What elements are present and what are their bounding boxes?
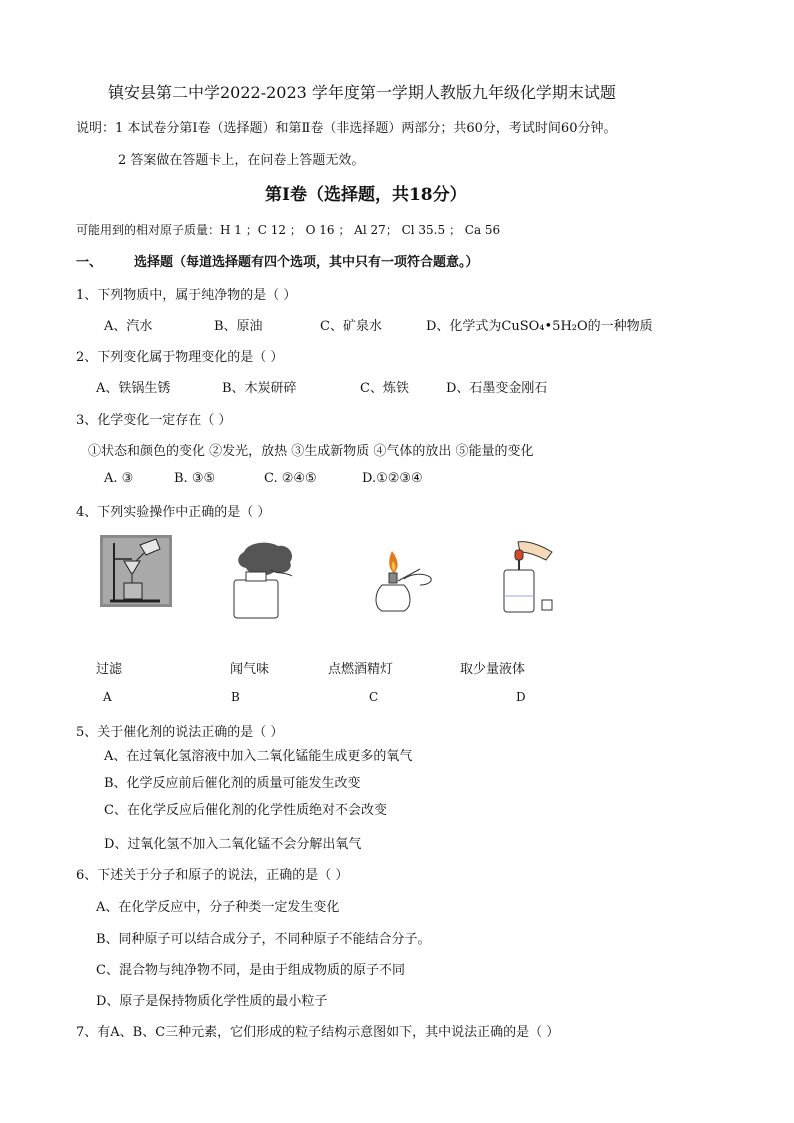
q3-option-d: D.①②③④ bbox=[362, 471, 423, 486]
q5-stem: 5、关于催化剂的说法正确的是（ ） bbox=[76, 725, 284, 740]
q3-stem: 3、化学变化一定存在（ ） bbox=[76, 413, 232, 428]
q4-letter-a: A bbox=[103, 690, 112, 704]
q1-option-c: C、矿泉水 bbox=[320, 319, 382, 334]
q3-option-a: A. ③ bbox=[104, 471, 134, 486]
q2-option-a: A、铁锅生锈 bbox=[96, 381, 171, 396]
q1-option-a: A、汽水 bbox=[104, 319, 153, 334]
dropper-figure bbox=[498, 540, 560, 614]
q4-letter-c: C bbox=[369, 690, 379, 704]
q2-option-b: B、木炭研碎 bbox=[222, 381, 297, 396]
q4-label-c: 点燃酒精灯 bbox=[328, 662, 394, 677]
page-title: 镇安县第二中学2022-2023 学年度第一学期人教版九年级化学期末试题 bbox=[108, 83, 616, 102]
q5-option-b: B、化学反应前后催化剂的质量可能发生改变 bbox=[104, 776, 361, 791]
q3-option-c: C. ②④⑤ bbox=[264, 471, 317, 486]
part-title: 选择题（每道选择题有四个选项，其中只有一项符合题意。） bbox=[134, 255, 479, 270]
q6-stem: 6、下述关于分子和原子的说法，正确的是（ ） bbox=[76, 868, 349, 883]
atomic-mass-line: 可能用到的相对原子质量：H 1 ；C 12 ； O 16 ； Al 27； Cl 35.5 ； Ca 56 bbox=[76, 223, 501, 237]
instructions-note-1: 说明：1 本试卷分第Ⅰ卷（选择题）和第Ⅱ卷（非选择题）两部分；共60分，考试时间60分钟。 bbox=[76, 121, 617, 136]
q6-option-a: A、在化学反应中，分子种类一定发生变化 bbox=[96, 900, 340, 915]
q4-letter-b: B bbox=[231, 690, 240, 704]
q3-option-b: B. ③⑤ bbox=[174, 471, 216, 486]
q6-option-d: D、原子是保持物质化学性质的最小粒子 bbox=[96, 994, 328, 1009]
q1-stem: 1、下列物质中，属于纯净物的是（ ） bbox=[76, 288, 297, 303]
instructions-note-2: 2 答案做在答题卡上，在问卷上答题无效。 bbox=[118, 153, 365, 168]
q6-option-c: C、混合物与纯净物不同，是由于组成物质的原子不同 bbox=[96, 963, 405, 978]
filtration-figure bbox=[100, 535, 172, 607]
q5-option-c: C、在化学反应后催化剂的化学性质绝对不会改变 bbox=[104, 803, 387, 818]
q5-option-d: D、过氧化氢不加入二氧化锰不会分解出氧气 bbox=[104, 837, 362, 852]
section-title: 第Ⅰ卷（选择题，共18分） bbox=[265, 185, 467, 205]
q4-stem: 4、下列实验操作中正确的是（ ） bbox=[76, 505, 271, 520]
alcohol-lamp-figure bbox=[368, 545, 440, 615]
q4-label-b: 闻气味 bbox=[230, 662, 270, 677]
q2-stem: 2、下列变化属于物理变化的是（ ） bbox=[76, 350, 284, 365]
part-label: 一、 bbox=[76, 255, 103, 270]
q2-option-c: C、炼铁 bbox=[360, 381, 409, 396]
q1-option-d: D、化学式为CuSO₄•5H₂O的一种物质 bbox=[426, 319, 653, 334]
q1-option-b: B、原油 bbox=[214, 319, 263, 334]
q3-items: ①状态和颜色的变化 ②发光，放热 ③生成新物质 ④气体的放出 ⑤能量的变化 bbox=[88, 444, 534, 459]
q4-label-a: 过滤 bbox=[96, 662, 123, 677]
smelling-figure bbox=[230, 540, 302, 620]
q6-option-b: B、同种原子可以结合成分子，不同种原子不能结合分子。 bbox=[96, 932, 431, 947]
q5-option-a: A、在过氧化氢溶液中加入二氧化锰能生成更多的氧气 bbox=[104, 749, 413, 764]
q4-label-d: 取少量液体 bbox=[460, 662, 526, 677]
q7-stem: 7、有A、B、C三种元素，它们形成的粒子结构示意图如下，其中说法正确的是（ ） bbox=[76, 1025, 560, 1040]
q2-option-d: D、石墨变金刚石 bbox=[446, 381, 548, 396]
q4-letter-d: D bbox=[516, 690, 526, 704]
